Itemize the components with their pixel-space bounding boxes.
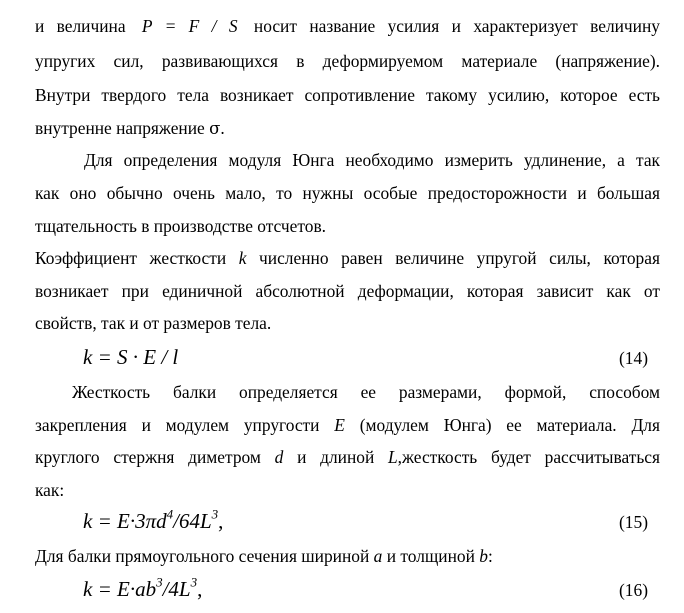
paragraph3-line3: свойств, так и от размеров тела. [35, 313, 272, 333]
paragraph4-line4: как: [35, 480, 65, 500]
equation-15 [0, 507, 684, 537]
paragraph4-line3 [35, 447, 660, 469]
paragraph3-line2: возникает при единичной абсолютной деформации, которая зависит как от [35, 281, 660, 301]
variable-a: a [373, 546, 383, 566]
text-segment: . [220, 118, 225, 138]
text-segment: Коэффициент жесткости [35, 248, 227, 268]
paragraph2-line1: Для определения модуля Юнга необходимо измерить удлинение, а так [84, 150, 660, 170]
paragraph1-line1 [35, 16, 660, 38]
inline-formula: P = F / S [141, 16, 238, 36]
text-segment: и толщиной [386, 546, 475, 566]
equation-14 [0, 343, 684, 373]
text-segment: круглого стержня диметром [35, 447, 261, 467]
text-segment: внутренне напряжение [35, 118, 205, 138]
equation-15-lhs: k = E·3πd [83, 509, 167, 533]
equation-16-tail: , [197, 577, 203, 601]
paragraph5-line1 [35, 546, 660, 568]
equation-16 [0, 575, 684, 605]
variable-b: b [479, 546, 488, 566]
text-segment: Для балки прямоугольного сечения шириной [35, 546, 370, 566]
paragraph4-line2 [35, 415, 660, 437]
text-segment: : [487, 546, 493, 566]
equation-16-exponent-2: 3 [190, 574, 198, 590]
equation-16-lhs: k = E·ab [83, 577, 157, 601]
text-segment: и величина [35, 16, 126, 36]
text-segment: носит название усилия и характеризует величину [253, 16, 660, 36]
variable-k: k [238, 248, 247, 268]
variable-d: d [274, 447, 284, 467]
paragraph4-line1: Жесткость балки определяется ее размерами, формой, способом [72, 382, 660, 402]
paragraph2-line2: как оно обычно очень мало, то нужны особые предосторожности и большая [35, 183, 660, 203]
equation-14-formula: k = S · E / l [83, 345, 179, 369]
text-segment: ,жесткость будет рассчитываться [397, 447, 660, 467]
text-segment: (модулем Юнга) ее материала. Для [359, 415, 660, 435]
paragraph3-line1 [35, 248, 660, 270]
equation-16-mid: /4L [162, 577, 191, 601]
equation-15-mid: /64L [173, 509, 212, 533]
equation-15-exponent-2: 3 [211, 506, 219, 522]
sigma-symbol: σ [209, 119, 221, 138]
variable-E: E [334, 415, 345, 435]
text-segment: закрепления и модулем упругости [35, 415, 320, 435]
equation-16-exponent-1: 3 [156, 574, 163, 590]
text-segment: и длиной [297, 447, 375, 467]
equation-15-number: (15) [619, 512, 648, 532]
paragraph2-line3: тщательность в производстве отсчетов. [35, 216, 327, 236]
equation-15-tail: , [218, 509, 224, 533]
equation-15-exponent-1: 4 [166, 506, 174, 522]
equation-16-number: (16) [619, 580, 648, 600]
equation-16-formula [83, 575, 202, 603]
equation-15-formula [83, 507, 223, 535]
variable-L: L [388, 447, 398, 467]
paragraph1-line4 [35, 118, 660, 140]
paragraph1-line3: Внутри твердого тела возникает сопротивление такому усилию, которое есть [35, 85, 660, 105]
equation-14-number: (14) [619, 348, 648, 368]
text-segment: численно равен величине упругой силы, которая [259, 248, 660, 268]
paragraph1-line2: упругих сил, развивающихся в деформируемом материале (напряжение). [35, 51, 660, 71]
